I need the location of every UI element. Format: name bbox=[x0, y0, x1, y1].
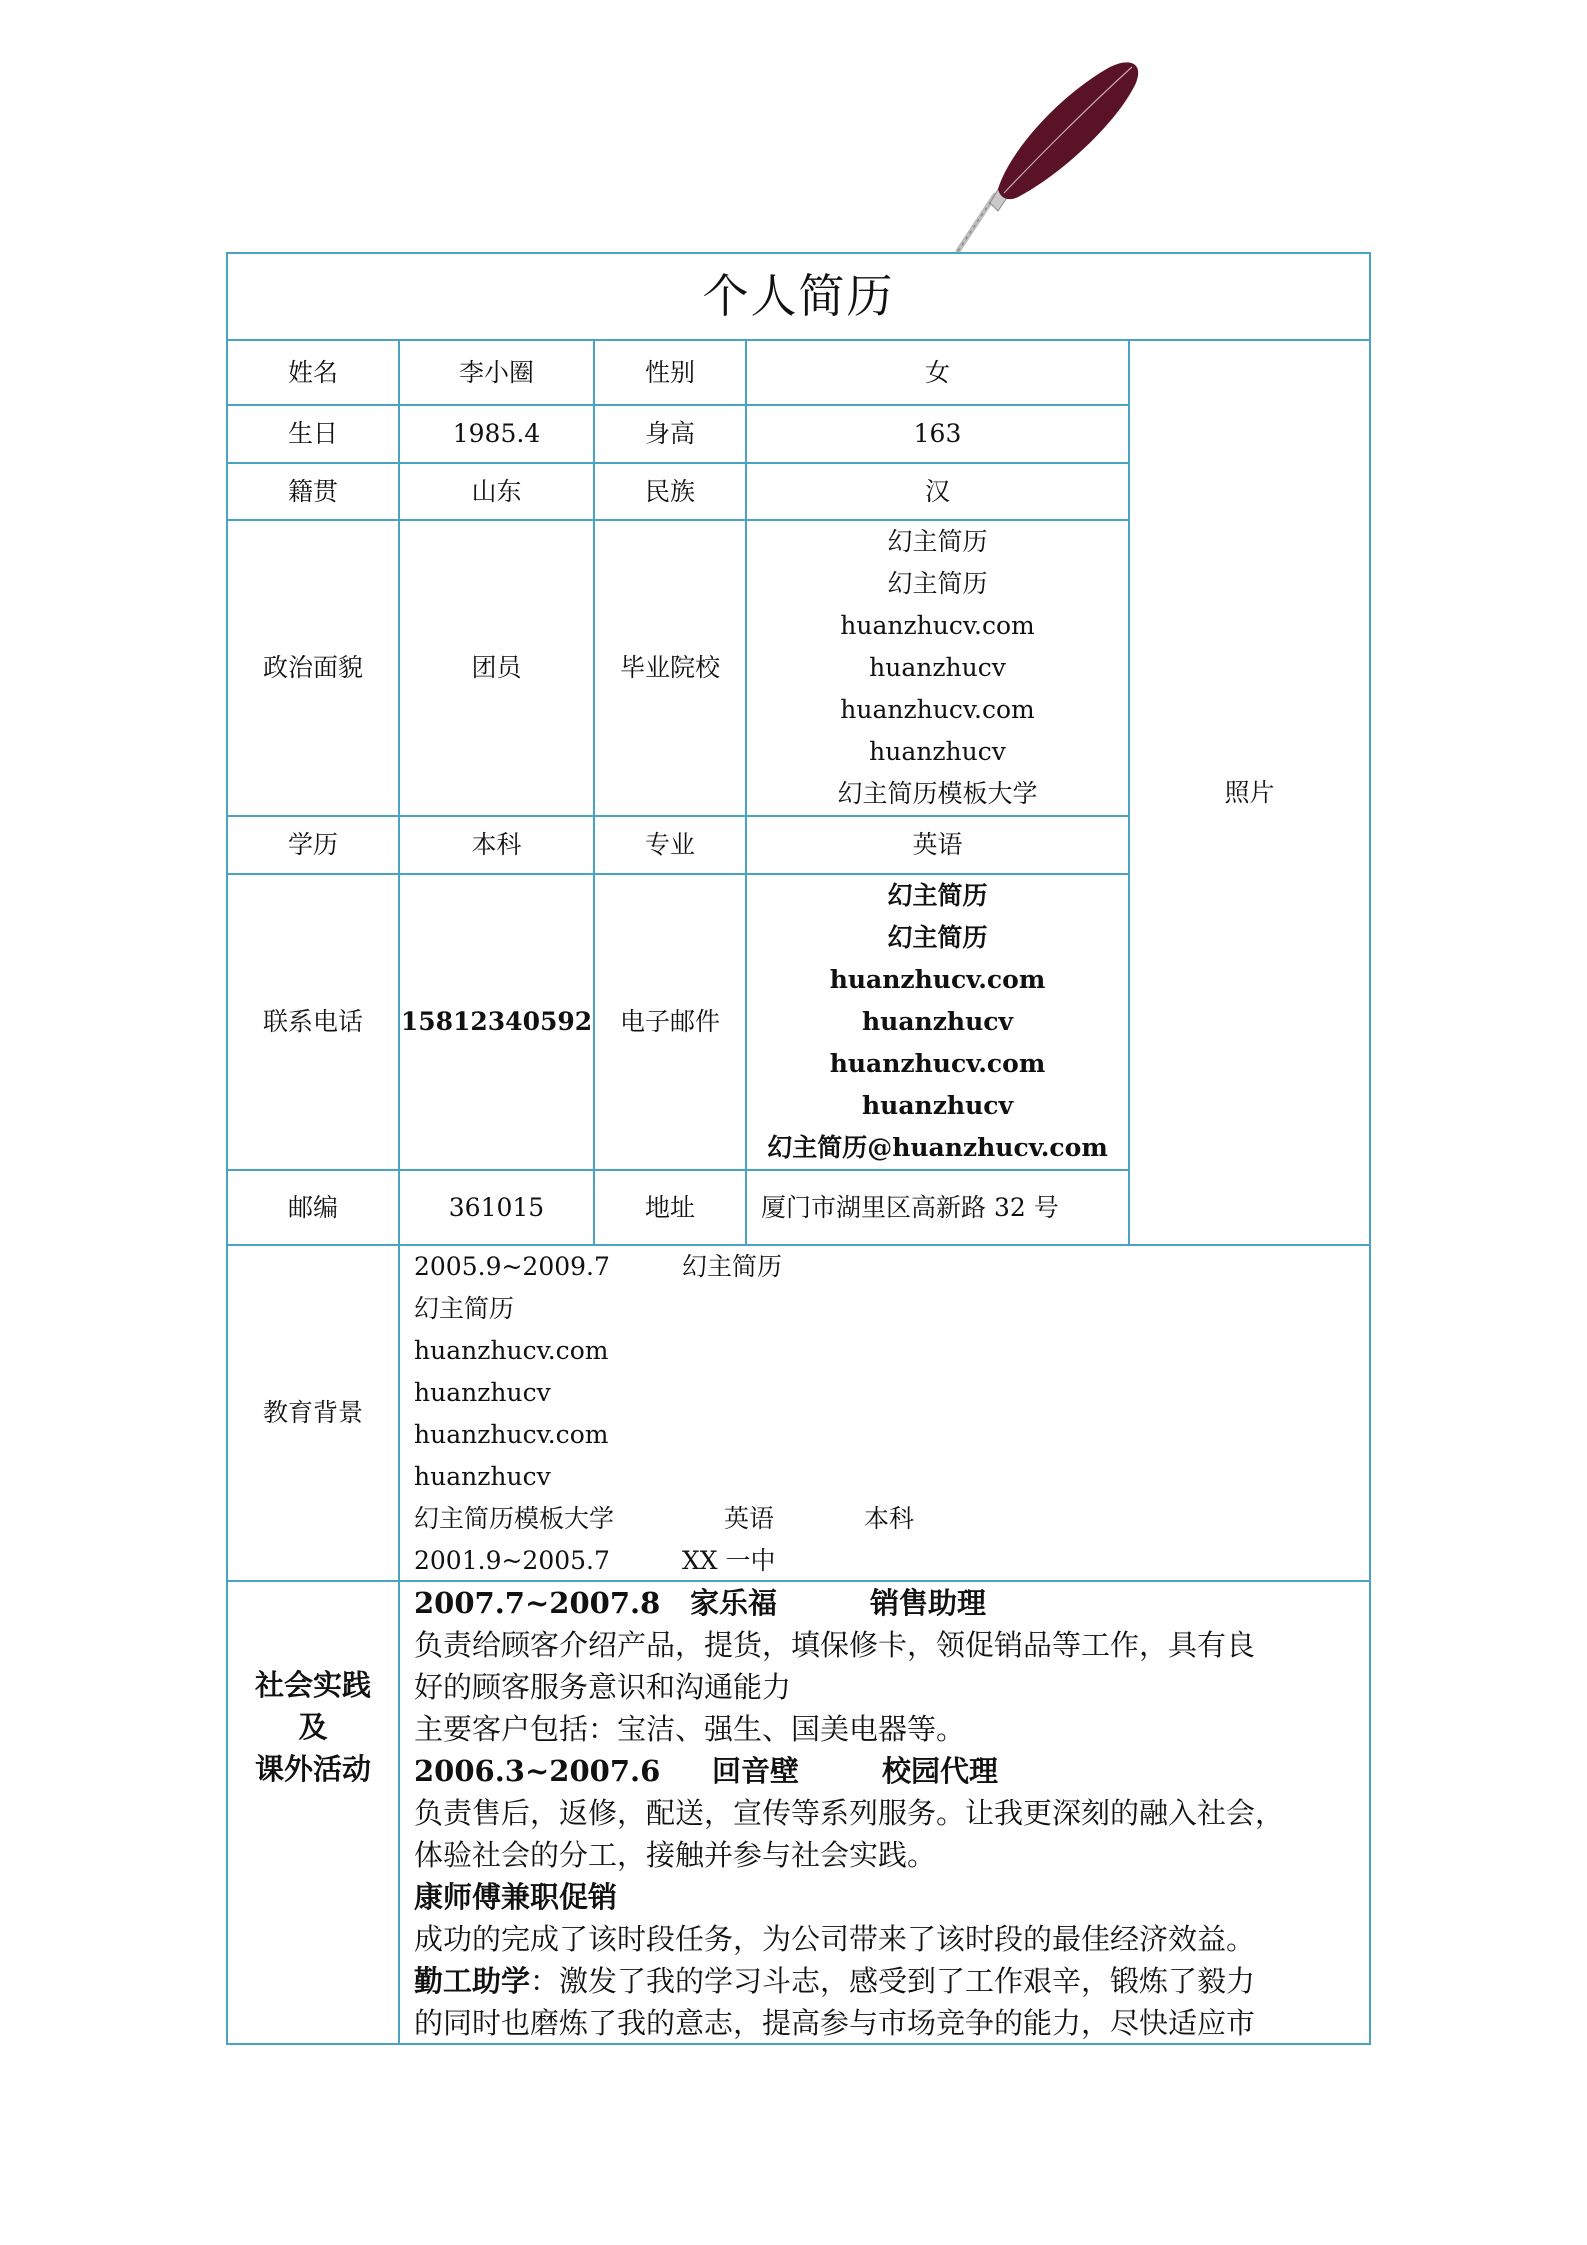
education-entry bbox=[414, 1540, 776, 1582]
education-entry: huanzhucv.com bbox=[414, 1336, 609, 1365]
postcode-label: 邮编 bbox=[287, 1192, 338, 1222]
email-line: 幻主简历 bbox=[887, 923, 988, 952]
politics-label-cell bbox=[228, 521, 400, 817]
activity-role: 校园代理 bbox=[882, 1754, 999, 1788]
activity-description: 主要客户包括：宝洁、强生、国美电器等。 bbox=[414, 1712, 966, 1746]
birth-value: 1985.4 bbox=[452, 419, 541, 448]
education-org: XX 一中 bbox=[682, 1546, 776, 1575]
activity-description: 好的顾客服务意识和沟通能力 bbox=[414, 1670, 792, 1704]
phone-label-cell bbox=[228, 875, 400, 1171]
height-value: 163 bbox=[913, 419, 962, 448]
activity-org: 回音壁 bbox=[712, 1754, 800, 1788]
major-value-cell bbox=[747, 817, 1130, 875]
phone-value: 15812340592 bbox=[400, 1007, 593, 1036]
school-line: 幻主简历 bbox=[887, 527, 988, 556]
gender-value: 女 bbox=[924, 357, 950, 387]
height-label-cell bbox=[595, 406, 747, 464]
major-value: 英语 bbox=[912, 830, 963, 859]
name-label-cell bbox=[228, 341, 400, 406]
education-entry: huanzhucv.com bbox=[414, 1420, 609, 1449]
activity-description bbox=[414, 1960, 1255, 2002]
page-title: 个人简历 bbox=[702, 268, 895, 323]
postcode-label-cell bbox=[228, 1171, 400, 1246]
education-org: 幻主简历 bbox=[682, 1252, 783, 1281]
activity-period: 2006.3~2007.6 bbox=[414, 1754, 661, 1788]
degree-value-cell bbox=[400, 817, 595, 875]
education-entry: huanzhucv bbox=[414, 1378, 551, 1407]
email-line: huanzhucv.com bbox=[829, 965, 1046, 994]
ethnicity-value: 汉 bbox=[924, 476, 950, 506]
activity-role: 销售助理 bbox=[870, 1586, 987, 1620]
school-line: huanzhucv.com bbox=[840, 695, 1035, 724]
education-period: 2001.9~2005.7 bbox=[414, 1546, 610, 1575]
activity-heading bbox=[414, 1750, 998, 1792]
school-line: 幻主简历 bbox=[887, 569, 988, 598]
email-line: huanzhucv bbox=[861, 1007, 1014, 1036]
activity-description: 体验社会的分工，接触并参与社会实践。 bbox=[414, 1838, 937, 1872]
education-school: 幻主简历模板大学 bbox=[414, 1504, 615, 1533]
education-label: 教育背景 bbox=[262, 1398, 363, 1427]
activity-heading bbox=[414, 1582, 986, 1624]
height-value-cell bbox=[747, 406, 1130, 464]
email-label-cell bbox=[595, 875, 747, 1171]
education-entry: huanzhucv bbox=[414, 1462, 551, 1491]
email-line: huanzhucv.com bbox=[829, 1049, 1046, 1078]
name-value-cell bbox=[400, 341, 595, 406]
education-degree: 本科 bbox=[864, 1504, 915, 1533]
photo-cell[interactable] bbox=[1130, 341, 1369, 1246]
education-major: 英语 bbox=[724, 1504, 775, 1533]
quill-feather-icon bbox=[940, 55, 1160, 255]
address-value-cell bbox=[747, 1171, 1130, 1246]
degree-label-cell bbox=[228, 817, 400, 875]
birth-label-cell bbox=[228, 406, 400, 464]
activities-content-cell bbox=[400, 1582, 1369, 2043]
school-line: huanzhucv bbox=[869, 737, 1006, 766]
origin-label-cell bbox=[228, 464, 400, 521]
activities-label: 及 bbox=[298, 1710, 328, 1744]
origin-label: 籍贯 bbox=[287, 476, 338, 506]
height-label: 身高 bbox=[644, 419, 695, 448]
origin-value-cell bbox=[400, 464, 595, 521]
activity-description: 负责售后，返修，配送，宣传等系列服务。让我更深刻的融入社会， bbox=[414, 1796, 1285, 1830]
major-label-cell bbox=[595, 817, 747, 875]
phone-label: 联系电话 bbox=[262, 1007, 363, 1036]
activity-description: 成功的完成了该时段任务，为公司带来了该时段的最佳经济效益。 bbox=[414, 1922, 1256, 1956]
ethnicity-value-cell bbox=[747, 464, 1130, 521]
postcode-value-cell bbox=[400, 1171, 595, 1246]
school-label: 毕业院校 bbox=[619, 653, 720, 682]
email-address[interactable]: 幻主简历@huanzhucv.com bbox=[767, 1133, 1108, 1162]
activities-label-cell bbox=[228, 1582, 400, 2043]
address-label-cell bbox=[595, 1171, 747, 1246]
school-line: huanzhucv bbox=[869, 653, 1006, 682]
education-entry bbox=[414, 1498, 914, 1540]
politics-label: 政治面貌 bbox=[262, 653, 363, 682]
ethnicity-label-cell bbox=[595, 464, 747, 521]
education-content-cell bbox=[400, 1246, 1369, 1582]
email-value-cell bbox=[747, 875, 1130, 1171]
politics-value: 团员 bbox=[471, 653, 522, 682]
phone-value-cell bbox=[400, 875, 595, 1171]
workstudy-label: 勤工助学 bbox=[414, 1964, 531, 1998]
postcode-value: 361015 bbox=[448, 1192, 545, 1222]
activity-heading: 康师傅兼职促销 bbox=[414, 1880, 618, 1914]
origin-value: 山东 bbox=[471, 476, 522, 506]
activities-label: 社会实践 bbox=[254, 1668, 371, 1702]
education-label-cell bbox=[228, 1246, 400, 1582]
photo-placeholder: 照片 bbox=[1224, 777, 1275, 807]
name-value: 李小圈 bbox=[458, 357, 534, 387]
name-label: 姓名 bbox=[287, 357, 338, 387]
degree-value: 本科 bbox=[471, 830, 522, 859]
activity-period: 2007.7~2007.8 bbox=[414, 1586, 661, 1620]
activities-label: 课外活动 bbox=[254, 1752, 371, 1786]
resume-table bbox=[226, 252, 1371, 2045]
education-period: 2005.9~2009.7 bbox=[414, 1252, 610, 1281]
gender-value-cell bbox=[747, 341, 1130, 406]
birth-value-cell bbox=[400, 406, 595, 464]
gender-label: 性别 bbox=[644, 357, 695, 387]
email-line: huanzhucv bbox=[861, 1091, 1014, 1120]
school-line: 幻主简历模板大学 bbox=[837, 779, 1038, 808]
email-line: 幻主简历 bbox=[887, 881, 988, 910]
activity-description: 负责给顾客介绍产品，提货，填保修卡，领促销品等工作，具有良 bbox=[414, 1628, 1256, 1662]
birth-label: 生日 bbox=[287, 419, 338, 448]
education-entry: 幻主简历 bbox=[414, 1294, 515, 1323]
education-entry bbox=[414, 1246, 782, 1288]
school-label-cell bbox=[595, 521, 747, 817]
ethnicity-label: 民族 bbox=[644, 476, 695, 506]
title-cell bbox=[228, 254, 1369, 341]
school-value-cell bbox=[747, 521, 1130, 817]
workstudy-text: ：激发了我的学习斗志，感受到了工作艰辛，锻炼了毅力 bbox=[530, 1964, 1256, 1998]
politics-value-cell bbox=[400, 521, 595, 817]
address-label: 地址 bbox=[644, 1192, 695, 1222]
degree-label: 学历 bbox=[287, 830, 338, 859]
activity-description: 的同时也磨炼了我的意志，提高参与市场竞争的能力，尽快适应市 bbox=[414, 2006, 1256, 2040]
major-label: 专业 bbox=[644, 830, 695, 859]
address-value: 厦门市湖里区高新路 32 号 bbox=[761, 1192, 1059, 1222]
activity-org: 家乐福 bbox=[690, 1586, 778, 1620]
school-line: huanzhucv.com bbox=[840, 611, 1035, 640]
email-label: 电子邮件 bbox=[619, 1007, 720, 1036]
gender-label-cell bbox=[595, 341, 747, 406]
